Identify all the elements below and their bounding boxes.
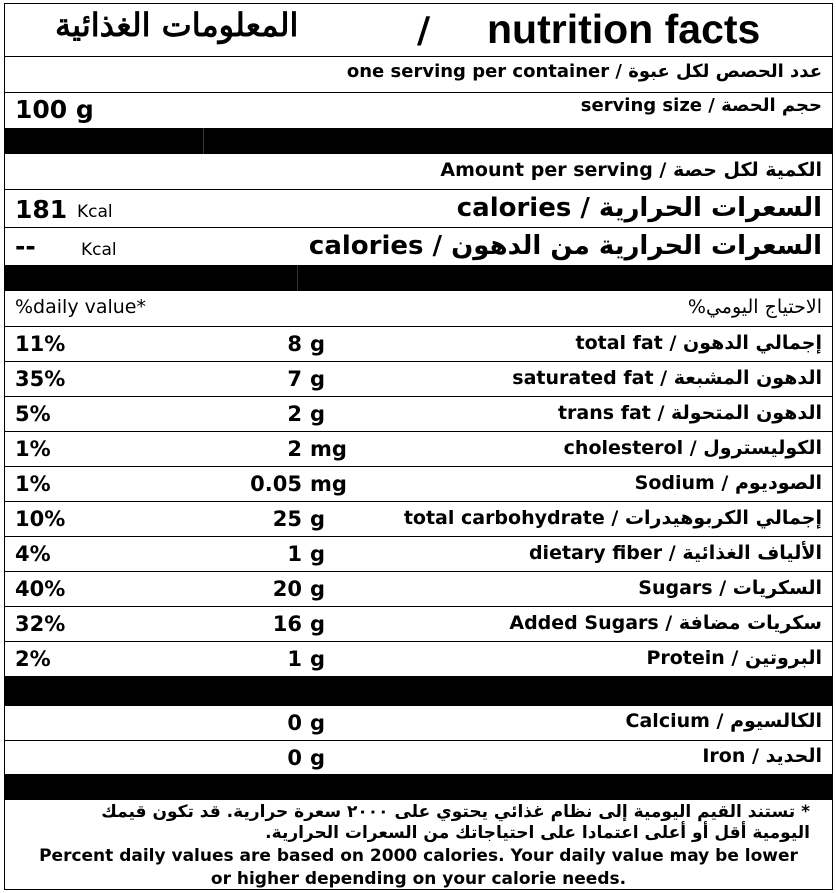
nutrient-row: [5, 361, 832, 396]
nutrient-label: Sugars / السكريات: [638, 577, 822, 599]
title-separator: /: [417, 10, 431, 51]
mineral-unit: g: [310, 746, 326, 770]
nutrient-label: Protein / البروتين: [646, 647, 822, 669]
nutrient-row: [5, 641, 832, 676]
bar-divider-line: [203, 128, 204, 154]
divider-bar: [5, 265, 832, 291]
footnote: [5, 800, 832, 891]
nutrient-amount: 8: [287, 332, 302, 356]
daily-value-header-en: %daily value*: [15, 296, 146, 318]
nutrient-label: trans fat / الدهون المتحولة: [557, 402, 822, 424]
daily-value-header-row: [5, 291, 832, 326]
mineral-label: Calcium / الكالسيوم: [625, 710, 822, 732]
nutrition-label: [4, 3, 833, 890]
nutrient-unit: g: [310, 647, 326, 671]
fat-calories-unit: Kcal: [81, 240, 117, 260]
serving-size-row: [5, 92, 832, 128]
mineral-amount: 0: [287, 711, 302, 735]
title-row: [5, 4, 832, 56]
nutrient-label: cholesterol / الكوليسترول: [563, 437, 822, 459]
fat-calories-row: [5, 227, 832, 265]
divider-bar: [5, 676, 832, 706]
amount-per-serving-row: [5, 154, 832, 189]
nutrient-amount: 1: [287, 647, 302, 671]
nutrient-daily-value: 32%: [15, 612, 66, 636]
nutrient-daily-value: 4%: [15, 542, 51, 566]
calories-unit: Kcal: [77, 202, 113, 222]
mineral-amount: 0: [287, 746, 302, 770]
nutrient-daily-value: 5%: [15, 402, 51, 426]
nutrient-unit: g: [310, 612, 326, 636]
nutrient-row: [5, 431, 832, 466]
calories-row: [5, 189, 832, 227]
nutrient-label: Sodium / الصوديوم: [634, 472, 822, 494]
nutrient-row: [5, 536, 832, 571]
title-arabic: المعلومات الغذائية: [55, 6, 299, 44]
nutrient-label: total carbohydrate / إجمالي الكربوهيدرات: [403, 507, 822, 529]
servings-per-container: one serving per container / عدد الحصص لكل عبوة: [346, 61, 822, 82]
nutrient-row: [5, 326, 832, 361]
nutrient-daily-value: 1%: [15, 437, 51, 461]
nutrient-amount: 1: [287, 542, 302, 566]
nutrient-unit: mg: [310, 437, 347, 461]
mineral-row: [5, 706, 832, 740]
footnote-arabic-line-1: * تستند القيم اليومية إلى نظام غذائي يحتوي على ٢٠٠٠ سعرة حرارية. قد تكون قيمك: [101, 802, 810, 822]
footnote-english-line-1: Percent daily values are based on 2000 calories. Your daily value may be lower: [39, 846, 798, 866]
fat-calories-label: calories / السعرات الحرارية من الدهون: [308, 231, 822, 261]
nutrient-amount: 2: [287, 402, 302, 426]
daily-value-header-ar: %الاحتياج اليومي: [687, 296, 822, 318]
footnote-english-line-2: or higher depending on your calorie needs.: [210, 869, 627, 889]
servings-row: [5, 56, 832, 92]
nutrient-unit: mg: [310, 472, 347, 496]
divider-bar: [5, 128, 832, 154]
nutrient-daily-value: 1%: [15, 472, 51, 496]
mineral-row: [5, 740, 832, 774]
fat-calories-value: --: [15, 232, 36, 261]
nutrient-amount: 0.05: [250, 472, 302, 496]
title-english: nutrition facts: [487, 6, 761, 52]
nutrient-amount: 16: [272, 612, 302, 636]
serving-size-label: serving size / حجم الحصة: [580, 95, 822, 116]
nutrient-daily-value: 35%: [15, 367, 66, 391]
mineral-unit: g: [310, 711, 326, 735]
divider-bar: [5, 774, 832, 800]
nutrient-amount: 2: [287, 437, 302, 461]
nutrient-unit: g: [310, 577, 326, 601]
nutrient-amount: 20: [272, 577, 302, 601]
nutrient-label: total fat / إجمالي الدهون: [575, 332, 822, 354]
nutrient-row: [5, 396, 832, 431]
nutrient-unit: g: [310, 402, 326, 426]
nutrient-daily-value: 40%: [15, 577, 66, 601]
nutrient-label: saturated fat / الدهون المشبعة: [512, 367, 822, 389]
nutrient-row: [5, 501, 832, 536]
nutrient-amount: 25: [272, 507, 302, 531]
serving-size-value: 100 g: [15, 95, 94, 124]
bar-divider-line: [297, 265, 298, 291]
nutrient-amount: 7: [287, 367, 302, 391]
nutrient-daily-value: 2%: [15, 647, 51, 671]
footnote-arabic-line-2: اليومية أقل أو أعلى اعتمادا على احتياجاتك من السعرات الحرارية.: [265, 823, 810, 843]
calories-label: calories / السعرات الحرارية: [456, 193, 822, 223]
mineral-label: Iron / الحديد: [702, 745, 822, 767]
nutrient-label: Added Sugars / سكريات مضافة: [509, 612, 822, 634]
nutrient-unit: g: [310, 507, 326, 531]
nutrient-row: [5, 606, 832, 641]
nutrient-row: [5, 571, 832, 606]
nutrient-row: [5, 466, 832, 501]
calories-value: 181: [15, 195, 68, 224]
nutrient-label: dietary fiber / الألياف الغذائية: [528, 542, 822, 564]
nutrient-daily-value: 10%: [15, 507, 66, 531]
amount-per-serving: Amount per serving / الكمية لكل حصة: [440, 159, 822, 181]
nutrient-unit: g: [310, 367, 326, 391]
nutrient-unit: g: [310, 542, 326, 566]
nutrient-daily-value: 11%: [15, 332, 66, 356]
nutrient-unit: g: [310, 332, 326, 356]
